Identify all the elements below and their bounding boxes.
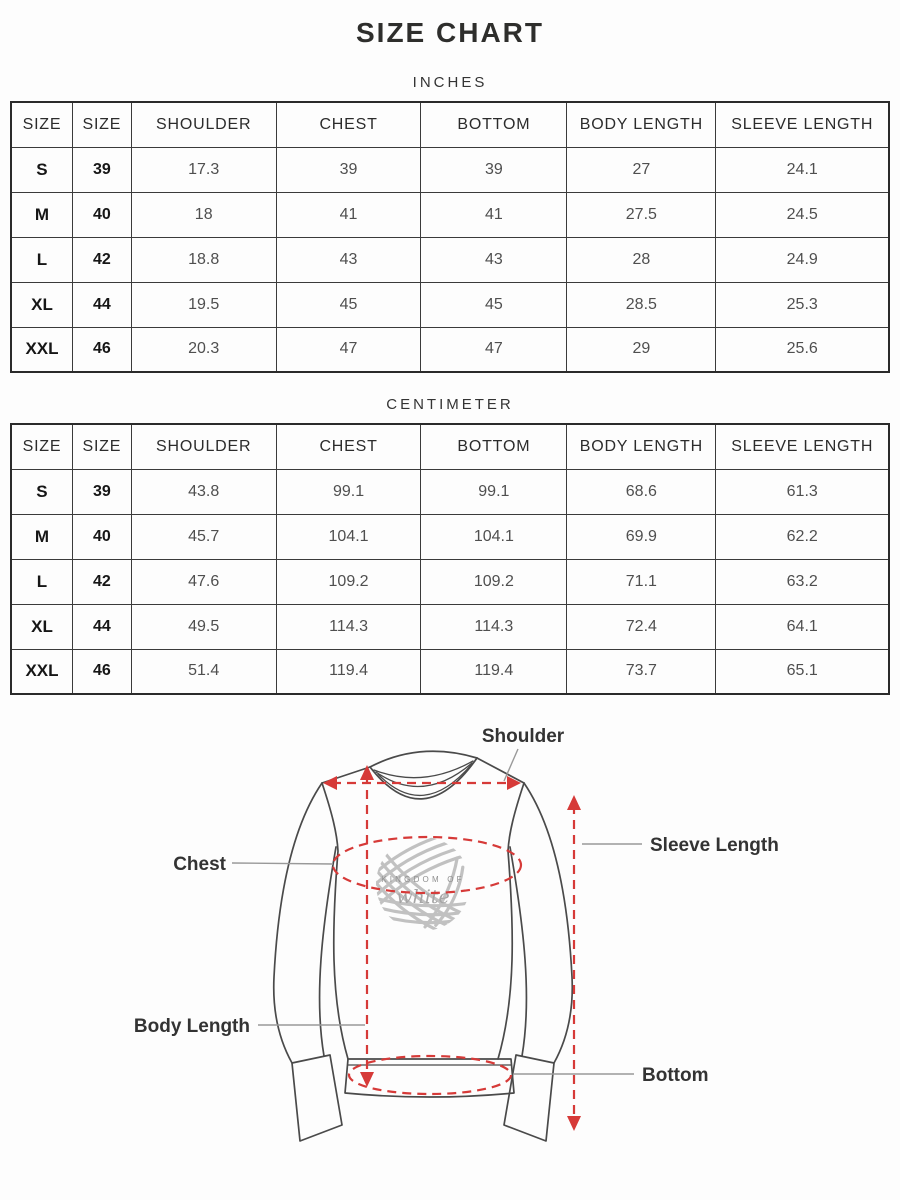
measurement-arrowheads: [323, 765, 581, 1131]
chest-leader-line: [232, 863, 333, 864]
measure-cell: 64.1: [716, 604, 889, 649]
bottom-measure-ellipse: [349, 1056, 511, 1094]
chest-measure-ellipse: [333, 837, 521, 893]
table-row: [11, 282, 889, 327]
measure-cell: 104.1: [276, 514, 421, 559]
arrowhead: [567, 795, 581, 810]
sleeve-length-label: Sleeve Length: [650, 835, 779, 856]
table-row: [11, 327, 889, 372]
collar-rib: [374, 761, 473, 778]
measure-cell: 27: [567, 147, 716, 192]
measure-cell: 45: [421, 282, 567, 327]
measure-cell: 17.3: [131, 147, 276, 192]
measure-cell: 24.5: [716, 192, 889, 237]
measure-cell: 104.1: [421, 514, 567, 559]
arrowhead: [567, 1116, 581, 1131]
measure-cell: 47: [421, 327, 567, 372]
size-number-cell: 46: [72, 649, 131, 694]
measure-cell: 62.2: [716, 514, 889, 559]
measure-cell: 18: [131, 192, 276, 237]
measure-cell: 109.2: [276, 559, 421, 604]
size-cell: XXL: [11, 649, 72, 694]
size-number-cell: 40: [72, 192, 131, 237]
size-number-cell: 44: [72, 604, 131, 649]
size-cell: L: [11, 237, 72, 282]
size-number-cell: 39: [72, 469, 131, 514]
measure-cell: 18.8: [131, 237, 276, 282]
col-header-bottom: BOTTOM: [421, 424, 567, 469]
measure-cell: 99.1: [421, 469, 567, 514]
page-title: SIZE CHART: [356, 17, 544, 48]
col-header-chest: CHEST: [276, 424, 421, 469]
measure-cell: 119.4: [276, 649, 421, 694]
centimeter-unit-label: CENTIMETER: [386, 396, 514, 413]
measure-cell: 25.6: [716, 327, 889, 372]
size-number-cell: 39: [72, 147, 131, 192]
col-header-chest: CHEST: [276, 102, 421, 147]
measure-cell: 43: [421, 237, 567, 282]
collar-rib: [378, 765, 471, 795]
bottom-label: Bottom: [642, 1065, 709, 1086]
col-header-body-length: BODY LENGTH: [567, 102, 716, 147]
size-cell: S: [11, 147, 72, 192]
measure-cell: 65.1: [716, 649, 889, 694]
measure-cell: 109.2: [421, 559, 567, 604]
size-cell: S: [11, 469, 72, 514]
arrowhead: [323, 776, 337, 790]
measure-cell: 49.5: [131, 604, 276, 649]
measure-cell: 47.6: [131, 559, 276, 604]
measure-cell: 43: [276, 237, 421, 282]
col-header-sleeve-length: SLEEVE LENGTH: [716, 424, 889, 469]
size-cell: L: [11, 559, 72, 604]
measure-cell: 71.1: [567, 559, 716, 604]
measure-cell: 20.3: [131, 327, 276, 372]
col-header-body-length: BODY LENGTH: [567, 424, 716, 469]
measure-cell: 29: [567, 327, 716, 372]
table-row: [11, 237, 889, 282]
col-header-size: SIZE: [11, 424, 72, 469]
size-cell: M: [11, 514, 72, 559]
table-row: [11, 147, 889, 192]
size-number-cell: 46: [72, 327, 131, 372]
inches-size-table: [10, 101, 890, 373]
size-cell: M: [11, 192, 72, 237]
col-header-size-number: SIZE: [72, 102, 131, 147]
sleeve-left-outer: [274, 783, 322, 1063]
measure-cell: 27.5: [567, 192, 716, 237]
table-row: [11, 604, 889, 649]
sleeve-right-outer: [524, 783, 572, 1063]
measure-cell: 39: [421, 147, 567, 192]
table-row: [11, 192, 889, 237]
col-header-size: SIZE: [11, 102, 72, 147]
measure-cell: 45.7: [131, 514, 276, 559]
measure-cell: 68.6: [567, 469, 716, 514]
size-number-cell: 42: [72, 237, 131, 282]
header-row: [11, 102, 889, 147]
torso-right: [498, 783, 524, 1059]
size-number-cell: 42: [72, 559, 131, 604]
measure-cell: 119.4: [421, 649, 567, 694]
measure-cell: 24.1: [716, 147, 889, 192]
print-brand-caps: KINGDOM OF: [381, 875, 465, 884]
measurement-lines: [332, 775, 574, 1117]
table-row: [11, 559, 889, 604]
table-row: [11, 514, 889, 559]
measure-cell: 39: [276, 147, 421, 192]
col-header-sleeve-length: SLEEVE LENGTH: [716, 102, 889, 147]
measure-cell: 28.5: [567, 282, 716, 327]
chest-print: [359, 825, 472, 941]
col-header-shoulder: SHOULDER: [131, 102, 276, 147]
col-header-size-number: SIZE: [72, 424, 131, 469]
measure-cell: 41: [421, 192, 567, 237]
cuff-left: [292, 1055, 342, 1141]
measure-cell: 19.5: [131, 282, 276, 327]
shoulder-seam-right: [477, 758, 524, 783]
centimeter-size-table: [10, 423, 890, 695]
arrowhead: [360, 765, 374, 780]
measure-cell: 99.1: [276, 469, 421, 514]
measure-cell: 63.2: [716, 559, 889, 604]
print-brand-script: white: [396, 886, 450, 908]
measure-cell: 45: [276, 282, 421, 327]
body-length-label: Body Length: [133, 1016, 250, 1037]
size-cell: XXL: [11, 327, 72, 372]
col-header-shoulder: SHOULDER: [131, 424, 276, 469]
measure-cell: 51.4: [131, 649, 276, 694]
inches-unit-label: INCHES: [412, 74, 488, 91]
measure-cell: 61.3: [716, 469, 889, 514]
measure-cell: 114.3: [276, 604, 421, 649]
measure-cell: 47: [276, 327, 421, 372]
size-cell: XL: [11, 282, 72, 327]
measure-cell: 28: [567, 237, 716, 282]
size-cell: XL: [11, 604, 72, 649]
measure-cell: 114.3: [421, 604, 567, 649]
measure-cell: 41: [276, 192, 421, 237]
chest-label: Chest: [173, 854, 226, 875]
shoulder-label: Shoulder: [481, 726, 565, 747]
table-row: [11, 469, 889, 514]
sweatshirt-outline: [274, 751, 573, 1141]
col-header-bottom: BOTTOM: [421, 102, 567, 147]
measure-cell: 24.9: [716, 237, 889, 282]
measurement-diagram: [0, 697, 900, 1178]
collar-outer: [370, 751, 477, 767]
measure-cell: 43.8: [131, 469, 276, 514]
header-row: [11, 424, 889, 469]
size-number-cell: 44: [72, 282, 131, 327]
torso-left: [322, 783, 348, 1059]
measure-cell: 72.4: [567, 604, 716, 649]
measure-cell: 73.7: [567, 649, 716, 694]
measure-cell: 25.3: [716, 282, 889, 327]
measure-cell: 69.9: [567, 514, 716, 559]
size-number-cell: 40: [72, 514, 131, 559]
table-row: [11, 649, 889, 694]
